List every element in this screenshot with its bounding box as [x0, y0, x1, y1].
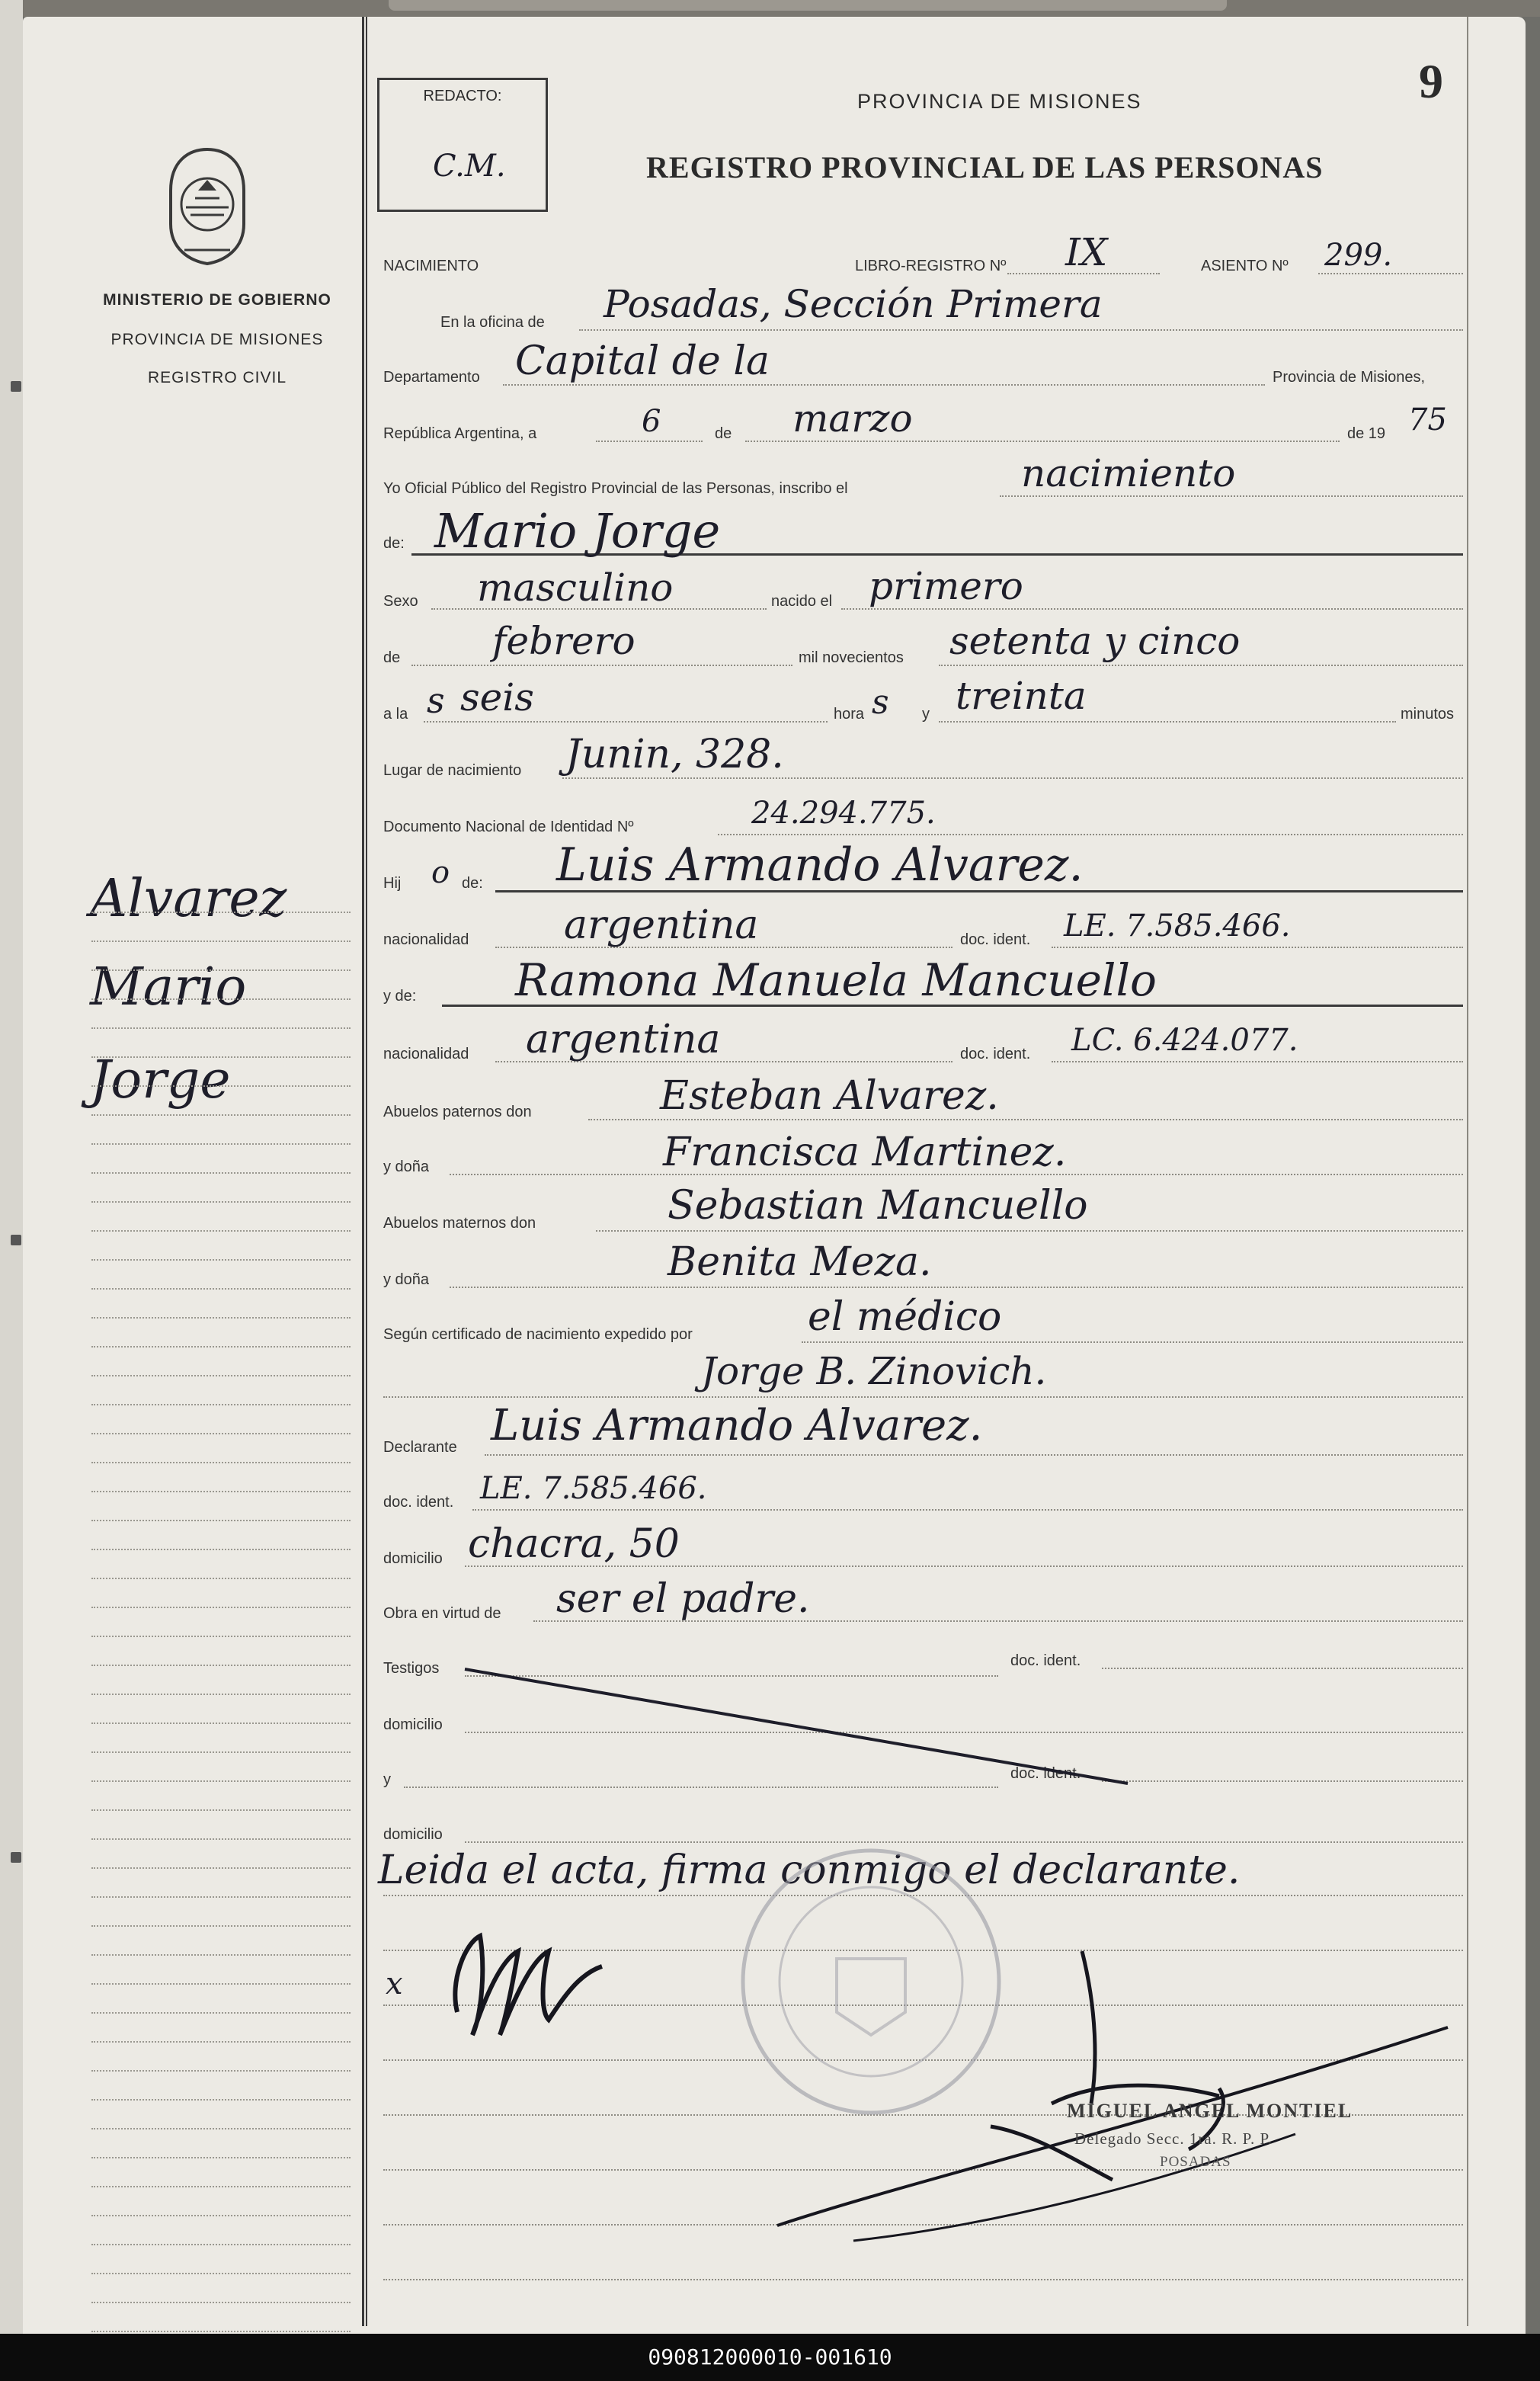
province-seal-icon	[162, 145, 253, 267]
registry-title: REGISTRO PROVINCIAL DE LAS PERSONAS	[646, 150, 1324, 184]
sexo-value: masculino	[477, 566, 674, 610]
oficina-label: En la oficina de	[440, 314, 545, 331]
nacido-mes: febrero	[492, 619, 636, 663]
fecha-anio: 75	[1408, 402, 1447, 437]
right-margin-line	[1467, 17, 1468, 2326]
declarante-documento: LE. 7.585.466.	[480, 1471, 707, 1506]
libro-label: LIBRO-REGISTRO Nº	[855, 258, 1007, 274]
margin-surname: Alvarez	[90, 869, 287, 929]
official-signature-icon	[762, 1936, 1463, 2256]
margin-ruled-lines	[91, 884, 351, 2332]
fecha-dia: 6	[642, 404, 661, 439]
declarante-domicilio: chacra, 50	[468, 1521, 680, 1567]
archive-id: 090812000010-001610	[648, 2344, 892, 2370]
libro-value: IX	[1065, 230, 1108, 274]
province-header: PROVINCIA DE MISIONES	[857, 90, 1142, 113]
binding-ring	[11, 1852, 21, 1863]
hora-value: seis	[460, 675, 534, 719]
departamento-label: Departamento	[383, 369, 480, 386]
inscribo-value: nacimiento	[1021, 451, 1236, 495]
padre-nombre: Luis Armando Alvarez.	[556, 838, 1084, 892]
redacto-initials: C.M.	[433, 149, 506, 184]
column-divider	[366, 17, 367, 2326]
declarante-nombre: Luis Armando Alvarez.	[491, 1401, 983, 1450]
ministry-name: MINISTERIO DE GOBIERNO	[103, 291, 331, 309]
certificado-medico: Jorge B. Zinovich.	[701, 1349, 1047, 1393]
departamento-value: Capital de la	[515, 338, 770, 384]
madre-documento: LC. 6.424.077.	[1071, 1023, 1298, 1058]
abuelo-materno: Sebastian Mancuello	[668, 1183, 1088, 1229]
padre-documento: LE. 7.585.466.	[1064, 908, 1291, 944]
margin-first-name: Mario	[90, 957, 247, 1017]
fecha-mes: marzo	[792, 396, 913, 441]
closing-statement: Leida el acta, firma conmigo el declarante.	[378, 1847, 1241, 1893]
asiento-value: 299.	[1324, 238, 1393, 273]
madre-nombre: Ramona Manuela Mancuello	[515, 954, 1157, 1006]
certificado-por: el médico	[808, 1294, 1002, 1340]
abuela-materna: Benita Meza.	[668, 1239, 932, 1285]
abuelo-paterno: Esteban Alvarez.	[660, 1073, 999, 1119]
x-mark: x	[386, 1966, 403, 2001]
binding-ring	[11, 1235, 21, 1245]
padre-nacionalidad: argentina	[564, 902, 759, 948]
binding-spine	[0, 0, 23, 2334]
asiento-label: ASIENTO Nº	[1201, 258, 1289, 274]
redacto-box	[377, 78, 548, 212]
official-name: MIGUEL ANGEL MONTIEL	[1067, 2100, 1353, 2122]
margin-second-name: Jorge	[90, 1050, 231, 1110]
nacido-anio: setenta y cinco	[949, 619, 1241, 663]
inscribo-label: Yo Oficial Público del Registro Provincial de las Personas, inscribo el	[383, 480, 848, 497]
madre-nacionalidad: argentina	[526, 1017, 721, 1062]
dni-value: 24.294.775.	[751, 796, 936, 831]
provincia-label: Provincia de Misiones,	[1273, 369, 1426, 386]
section-label: NACIMIENTO	[383, 258, 479, 274]
obra-motivo: ser el padre.	[556, 1576, 810, 1622]
book-edge	[23, 0, 1540, 17]
archive-footer	[0, 2334, 1540, 2381]
official-city: POSADAS	[1160, 2154, 1231, 2170]
minutos-value: treinta	[956, 674, 1087, 718]
strike-through-line	[457, 1662, 1143, 1791]
lugar-value: Junin, 328.	[565, 732, 784, 777]
redacto-label: REDACTO:	[423, 88, 502, 104]
binding-ring	[11, 381, 21, 392]
inscripto-nombre: Mario Jorge	[434, 503, 721, 559]
oficina-value: Posadas, Sección Primera	[604, 282, 1103, 326]
nacido-dia: primero	[869, 564, 1023, 608]
ministry-province: PROVINCIA DE MISIONES	[110, 331, 324, 348]
republica-label: República Argentina, a	[383, 425, 537, 442]
page-number: 9	[1419, 54, 1443, 108]
abuela-paterna: Francisca Martinez.	[663, 1130, 1067, 1175]
ministry-registry: REGISTRO CIVIL	[147, 369, 287, 386]
official-role: Delegado Secc. 1ra. R. P. P.	[1074, 2129, 1273, 2148]
declarant-signature-icon	[427, 1905, 625, 2058]
